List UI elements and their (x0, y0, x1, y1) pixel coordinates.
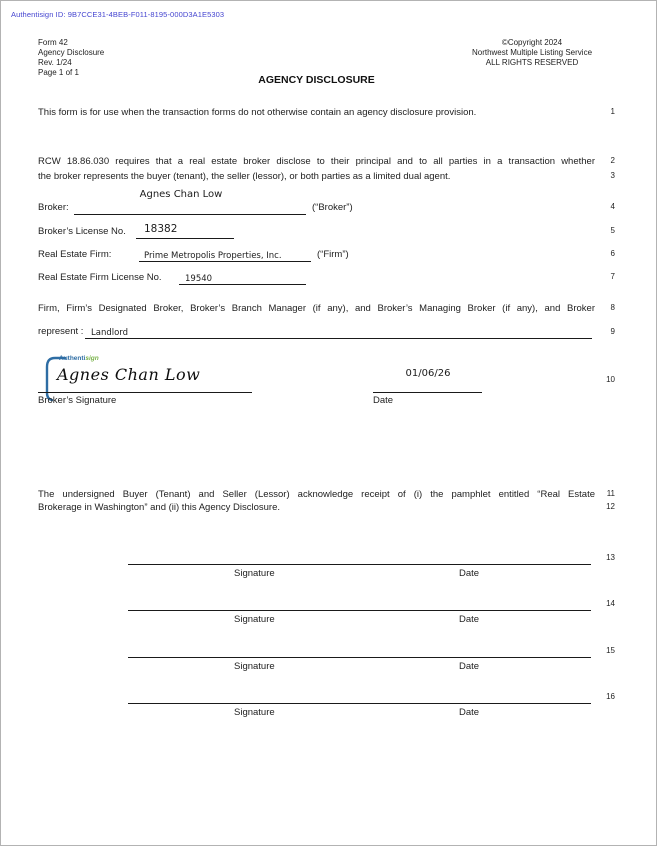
signature-label-2: Signature (234, 614, 275, 625)
line-number-1: 1 (610, 107, 615, 116)
firm-license-underline[interactable] (179, 284, 306, 285)
signature-label-1: Signature (234, 568, 275, 579)
line-number-3: 3 (610, 171, 615, 180)
broker-suffix: (“Broker”) (312, 202, 353, 213)
firm-name-field[interactable]: Prime Metropolis Properties, Inc. (144, 251, 282, 261)
rcw-paragraph-line2: the broker represents the buyer (tenant), the seller (lessor), or both parties as a limited dual agent. (38, 171, 451, 182)
form-page-count: Page 1 of 1 (38, 68, 79, 77)
line-number-10: 10 (606, 375, 615, 384)
form-name: Agency Disclosure (38, 48, 105, 57)
form-revision: Rev. 1/24 (38, 58, 72, 67)
line-number-14: 14 (606, 599, 615, 608)
line-number-7: 7 (610, 272, 615, 281)
broker-license-underline[interactable] (136, 238, 234, 239)
form-header-left (38, 38, 104, 78)
broker-license-field[interactable]: 18382 (144, 223, 178, 235)
broker-label: Broker: (38, 202, 69, 213)
authentisign-brand (59, 355, 99, 362)
signature-label-4: Signature (234, 707, 275, 718)
firm-name-underline[interactable] (139, 261, 311, 262)
line-number-11: 11 (606, 489, 615, 498)
broker-signature-date-label: Date (373, 395, 394, 406)
ack-paragraph-line1: The undersigned Buyer (Tenant) and Seller (Lessor) acknowledge receipt of (i) the pamphlet entitled “Real Estate (38, 489, 595, 500)
copyright-line: ©Copyright 2024 (501, 38, 563, 47)
broker-signature-script[interactable]: Agnes Chan Low (57, 365, 201, 384)
line-number-6: 6 (610, 249, 615, 258)
line-number-5: 5 (610, 226, 615, 235)
line-number-13: 13 (606, 553, 615, 562)
intro-paragraph: This form is for use when the transaction forms do not otherwise contain an agency disclosure provision. (38, 107, 477, 118)
signature-line-2[interactable] (128, 610, 591, 611)
represent-field[interactable]: Landlord (91, 328, 129, 338)
broker-license-label: Broker’s License No. (38, 226, 126, 237)
signature-line-1[interactable] (128, 564, 591, 565)
broker-signature-line[interactable] (38, 392, 252, 393)
date-label-1: Date (459, 568, 480, 579)
copyright-block (453, 38, 611, 68)
rights-reserved: ALL RIGHTS RESERVED (485, 58, 579, 67)
represent-paragraph-line1: Firm, Firm’s Designated Broker, Broker’s Branch Manager (if any), and Broker’s Managing Broker (if any), and Broker (38, 303, 595, 314)
date-label-3: Date (459, 661, 480, 672)
line-number-2: 2 (610, 156, 615, 165)
firm-license-field[interactable]: 19540 (185, 274, 213, 284)
line-number-15: 15 (606, 646, 615, 655)
represent-label: represent : (38, 326, 84, 337)
signature-line-4[interactable] (128, 703, 591, 704)
line-number-9: 9 (610, 327, 615, 336)
signature-label-3: Signature (234, 661, 275, 672)
line-number-12: 12 (606, 502, 615, 511)
rcw-paragraph-line1: RCW 18.86.030 requires that a real estate broker disclose to their principal and to all parties in a transaction whether (38, 156, 595, 167)
broker-name-field[interactable]: Agnes Chan Low (139, 189, 223, 200)
represent-underline[interactable] (85, 338, 592, 339)
date-label-2: Date (459, 614, 480, 625)
broker-name-underline[interactable] (74, 214, 306, 215)
authentisign-brand-sign: sign (85, 355, 99, 362)
page-title: AGENCY DISCLOSURE (258, 74, 375, 86)
line-number-16: 16 (606, 692, 615, 701)
firm-label: Real Estate Firm: (38, 249, 112, 260)
line-number-8: 8 (610, 303, 615, 312)
copyright-owner: Northwest Multiple Listing Service (471, 48, 593, 57)
authentisign-id: Authentisign ID: 9B7CCE31-4BEB-F011-8195-000D3A1E5303 (11, 10, 225, 19)
broker-signature-label: Broker’s Signature (38, 395, 117, 406)
broker-signature-date-line[interactable] (373, 392, 482, 393)
ack-paragraph-line2: Brokerage in Washington” and (ii) this Agency Disclosure. (38, 502, 281, 513)
date-label-4: Date (459, 707, 480, 718)
line-number-4: 4 (610, 202, 615, 211)
form-number: Form 42 (38, 38, 68, 47)
signature-line-3[interactable] (128, 657, 591, 658)
firm-license-label: Real Estate Firm License No. (38, 272, 162, 283)
firm-suffix: (“Firm”) (317, 249, 349, 260)
broker-signature-date-field[interactable]: 01/06/26 (405, 368, 451, 379)
authentisign-brand-authenti: Authenti (59, 355, 86, 362)
